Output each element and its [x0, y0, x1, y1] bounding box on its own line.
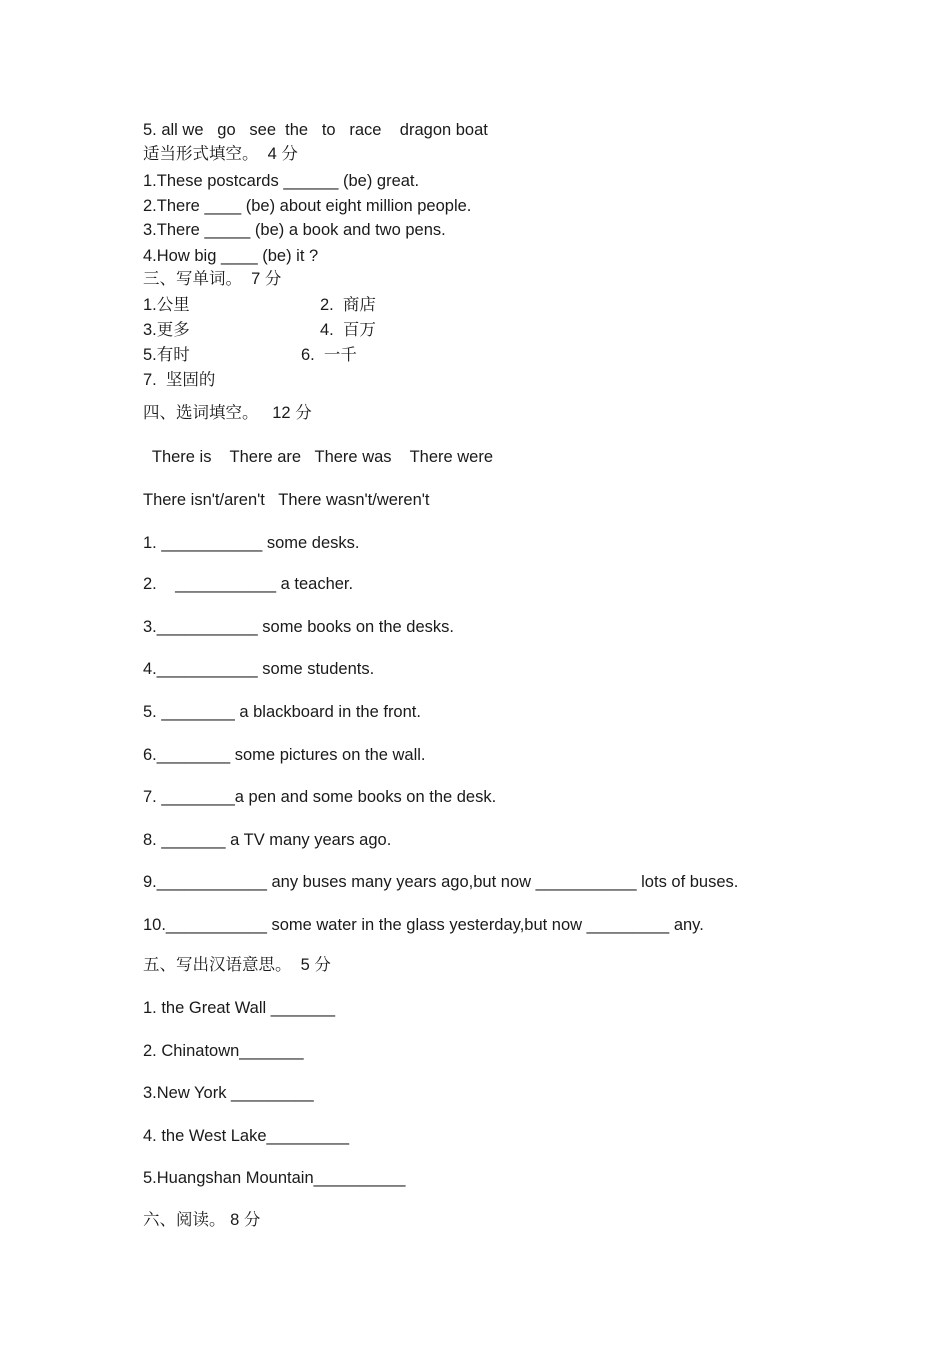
word-item-5: 5.有时 [143, 346, 190, 364]
choice-item-1: 1. ___________ some desks. [143, 534, 360, 552]
word-item-3: 3.更多 [143, 321, 190, 339]
choice-item-5: 5. ________ a blackboard in the front. [143, 703, 421, 721]
meaning-item-4: 4. the West Lake_________ [143, 1127, 350, 1145]
choice-item-8: 8. _______ a TV many years ago. [143, 831, 392, 849]
meaning-item-1: 1. the Great Wall _______ [143, 999, 336, 1017]
section-4-header: 四、选词填空。 12 分 [143, 404, 312, 422]
reorder-question-5: 5. all we go see the to race dragon boat [143, 121, 488, 139]
meaning-item-2: 2. Chinatown_______ [143, 1042, 304, 1060]
word-item-1: 1.公里 [143, 296, 190, 314]
choice-item-10: 10.___________ some water in the glass yesterday,but now _________ any. [143, 916, 704, 934]
word-item-7: 7. 坚固的 [143, 371, 216, 389]
meaning-item-5: 5.Huangshan Mountain__________ [143, 1169, 406, 1187]
section-2-header: 适当形式填空。 4 分 [143, 145, 298, 163]
meaning-item-3: 3.New York _________ [143, 1084, 314, 1102]
fill-item-3: 3.There _____ (be) a book and two pens. [143, 221, 446, 239]
word-item-4: 4. 百万 [320, 321, 376, 339]
fill-item-2: 2.There ____ (be) about eight million people. [143, 197, 472, 215]
choice-options-row-1: There is There are There was There were [143, 448, 494, 466]
choice-item-3: 3.___________ some books on the desks. [143, 618, 454, 636]
section-3-header: 三、写单词。 7 分 [143, 270, 282, 288]
choice-item-4: 4.___________ some students. [143, 660, 375, 678]
choice-item-2: 2. ___________ a teacher. [143, 575, 354, 593]
section-6-header: 六、阅读。 8 分 [143, 1211, 261, 1229]
choice-item-6: 6.________ some pictures on the wall. [143, 746, 426, 764]
fill-item-4: 4.How big ____ (be) it ? [143, 247, 319, 265]
choice-item-9: 9.____________ any buses many years ago,but now ___________ lots of buses. [143, 873, 739, 891]
section-5-header: 五、写出汉语意思。 5 分 [143, 956, 331, 974]
word-item-2: 2. 商店 [320, 296, 376, 314]
choice-options-row-2: There isn't/aren't There wasn't/weren't [143, 491, 430, 509]
word-item-6: 6. 一千 [301, 346, 357, 364]
fill-item-1: 1.These postcards ______ (be) great. [143, 172, 420, 190]
choice-item-7: 7. ________a pen and some books on the desk. [143, 788, 497, 806]
